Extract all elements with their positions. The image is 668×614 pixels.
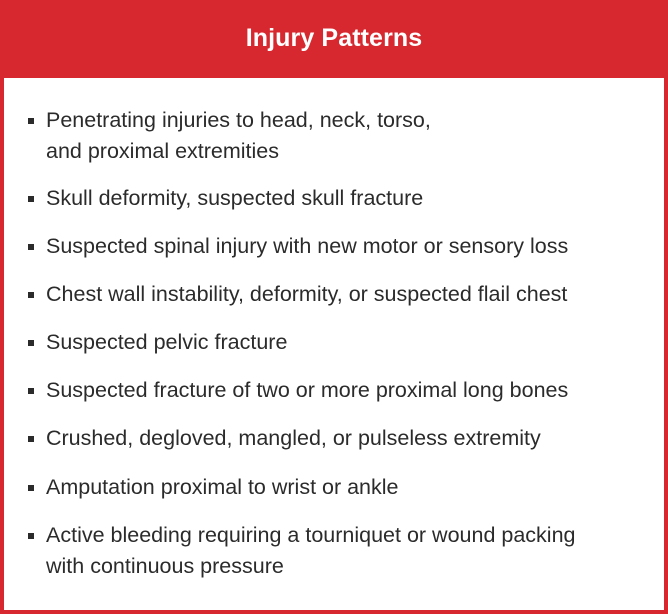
list-item-text: Chest wall instability, deformity, or suspected flail chest <box>46 282 568 306</box>
list-item-text: Amputation proximal to wrist or ankle <box>46 475 399 499</box>
bullet-icon <box>28 118 34 124</box>
list-item-text: Crushed, degloved, mangled, or pulseless extremity <box>46 426 541 450</box>
bullet-icon <box>28 388 34 394</box>
bullet-icon <box>28 292 34 298</box>
list-item-text: Suspected pelvic fracture <box>46 330 288 354</box>
list-item-text: Suspected fracture of two or more proximal long bones <box>46 378 569 402</box>
bullet-icon <box>28 436 34 442</box>
bullet-icon <box>28 196 34 202</box>
bullet-icon <box>28 244 34 250</box>
bullet-icon <box>28 485 34 491</box>
list-item-text: Skull deformity, suspected skull fracture <box>46 186 424 210</box>
card-header <box>4 4 664 78</box>
header-title: Injury Patterns <box>245 23 423 52</box>
list-item-text: Active bleeding requiring a tourniquet or wound packing with continuous pressure <box>46 523 576 578</box>
bullet-icon <box>28 533 34 539</box>
list-item-text: Penetrating injuries to head, neck, torso, and proximal extremities <box>46 108 431 163</box>
list-item-text: Suspected spinal injury with new motor or sensory loss <box>46 234 569 258</box>
bullet-icon <box>28 340 34 346</box>
